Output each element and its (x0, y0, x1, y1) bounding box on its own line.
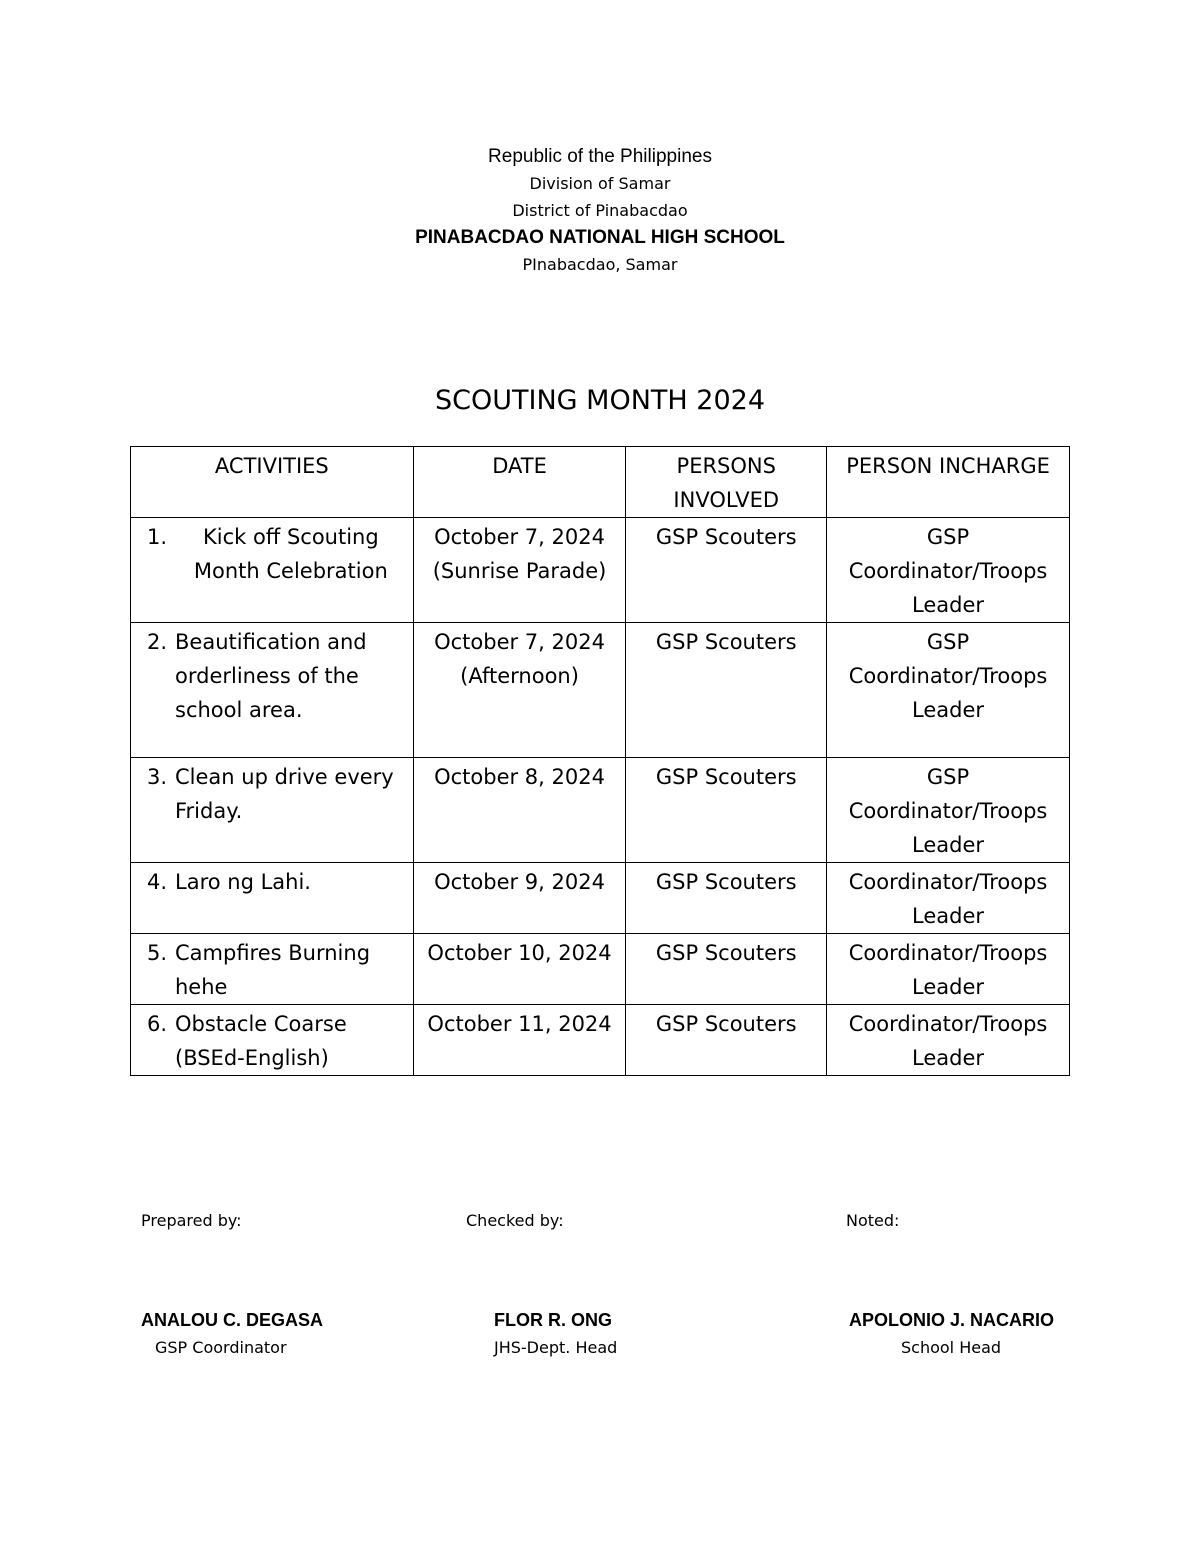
division-line: Division of Samar (529, 174, 671, 193)
header-persons-involved: PERSONS INVOLVED (626, 447, 827, 518)
activity-text: Laro ng Lahi. (175, 870, 311, 894)
school-name: PINABACDAO NATIONAL HIGH SCHOOL (415, 227, 785, 248)
involved-cell: GSP Scouters (626, 623, 827, 758)
involved-cell: GSP Scouters (626, 758, 827, 863)
activity-number: 2. (146, 630, 167, 654)
activity-text: Kick off Scouting Month Celebration (193, 525, 388, 583)
incharge-cell: GSP Coordinator/Troops Leader (827, 623, 1070, 758)
activity-number: 3. (146, 765, 167, 789)
checked-by-role: JHS-Dept. Head (494, 1338, 618, 1357)
table-row (131, 863, 1070, 934)
activity-number: 6. (146, 1012, 167, 1036)
activity-cell (131, 1005, 414, 1076)
involved-cell: GSP Scouters (626, 863, 827, 934)
date-cell: October 8, 2024 (413, 758, 626, 863)
noted-role: School Head (901, 1338, 1002, 1357)
table-row (131, 518, 1070, 623)
involved-cell: GSP Scouters (626, 518, 827, 623)
activity-number: 5. (146, 941, 167, 965)
date-cell: October 11, 2024 (413, 1005, 626, 1076)
date-cell: October 7, 2024 (Sunrise Parade) (413, 518, 626, 623)
activity-cell (131, 758, 414, 863)
activity-text: Clean up drive every Friday. (175, 765, 394, 823)
prepared-by-label: Prepared by: (141, 1211, 242, 1230)
incharge-cell: Coordinator/Troops Leader (827, 1005, 1070, 1076)
table-row (131, 934, 1070, 1005)
activity-cell (131, 863, 414, 934)
document-title: SCOUTING MONTH 2024 (435, 385, 765, 416)
district-line: District of Pinabacdao (512, 201, 688, 220)
noted-name: APOLONIO J. NACARIO (849, 1310, 1055, 1330)
activity-cell (131, 518, 414, 623)
activity-number: 4. (146, 870, 167, 894)
date-cell: October 7, 2024 (Afternoon) (413, 623, 626, 758)
school-location: PInabacdao, Samar (522, 255, 678, 274)
table-row (131, 758, 1070, 863)
noted-label: Noted: (846, 1211, 900, 1230)
header-activities: ACTIVITIES (131, 447, 414, 518)
table-row (131, 1005, 1070, 1076)
activity-text: Beautification and orderliness of the school area. (175, 630, 367, 722)
involved-cell: GSP Scouters (626, 1005, 827, 1076)
republic-line: Republic of the Philippines (488, 146, 712, 167)
activity-text: Campfires Burning hehe (175, 941, 371, 999)
incharge-cell: Coordinator/Troops Leader (827, 863, 1070, 934)
incharge-cell: GSP Coordinator/Troops Leader (827, 758, 1070, 863)
activity-text: Obstacle Coarse (BSEd-English) (175, 1012, 347, 1070)
letterhead (0, 143, 1200, 278)
involved-cell: GSP Scouters (626, 934, 827, 1005)
activity-number: 1. (146, 525, 167, 549)
table-header-row (131, 447, 1070, 518)
date-cell: October 9, 2024 (413, 863, 626, 934)
header-date: DATE (413, 447, 626, 518)
checked-by-label: Checked by: (466, 1211, 564, 1230)
incharge-cell: Coordinator/Troops Leader (827, 934, 1070, 1005)
incharge-cell: GSP Coordinator/Troops Leader (827, 518, 1070, 623)
checked-by-name: FLOR R. ONG (494, 1310, 612, 1330)
activity-cell (131, 934, 414, 1005)
prepared-by-name: ANALOU C. DEGASA (141, 1310, 324, 1330)
prepared-by-role: GSP Coordinator (155, 1338, 287, 1357)
activities-table (130, 446, 1070, 1076)
date-cell: October 10, 2024 (413, 934, 626, 1005)
table-row (131, 623, 1070, 758)
header-person-incharge: PERSON INCHARGE (827, 447, 1070, 518)
activity-cell (131, 623, 414, 758)
